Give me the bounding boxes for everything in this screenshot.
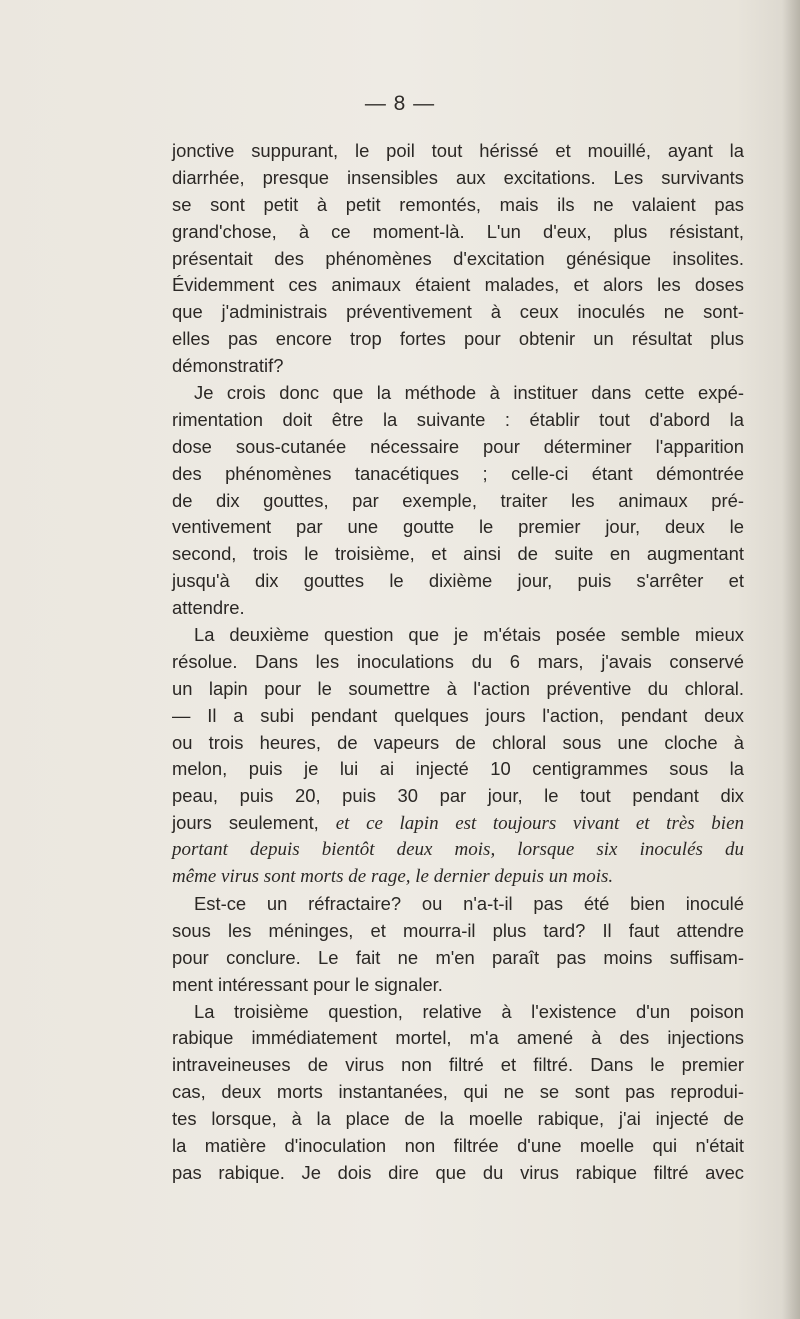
italic-text-line: portant depuis bientôt deux mois, lorsque six inoculés du (172, 839, 744, 861)
text-line: se sont petit à petit remontés, mais ils ne valaient pas (172, 193, 744, 215)
text-line: grand'chose, à ce moment-là. L'un d'eux, plus résistant, (172, 220, 744, 242)
text-line: sous les méninges, et mourra-il plus tard? Il faut attendre (172, 919, 744, 941)
text-line: diarrhée, presque insensibles aux excitations. Les survivants (172, 166, 744, 188)
text-line: rabique immédiatement mortel, m'a amené à des injections (172, 1027, 744, 1049)
text-line: — Il a subi pendant quelques jours l'action, pendant deux (172, 704, 744, 726)
text-line: la matière d'inoculation non filtrée d'une moelle qui n'était (172, 1134, 744, 1156)
text-line: jonctive suppurant, le poil tout hérissé et mouillé, ayant la (172, 140, 744, 161)
body-text (172, 138, 744, 1187)
text-line: que j'administrais préventivement à ceux inoculés ne sont- (172, 301, 744, 323)
text-line: des phénomènes tanacétiques ; celle-ci étant démontrée (172, 462, 744, 484)
text-line: ment intéressant pour le signaler. (172, 973, 443, 995)
text-line: démonstratif? (172, 355, 284, 377)
text-line: de dix gouttes, par exemple, traiter les animaux pré- (172, 489, 744, 511)
text-line: intraveineuses de virus non filtré et filtré. Dans le premier (172, 1054, 744, 1076)
text-line: Évidemment ces animaux étaient malades, et alors les doses (172, 274, 744, 296)
italic-text-line: même virus sont morts de rage, le dernier depuis un mois. (172, 866, 614, 888)
text-line: ou trois heures, de vapeurs de chloral sous une cloche à (172, 731, 744, 753)
page-edge-shadow (782, 0, 800, 1319)
text-line: melon, puis je lui ai injecté 10 centigrammes sous la (172, 758, 744, 780)
text-line: résolue. Dans les inoculations du 6 mars, j'avais conservé (172, 650, 744, 672)
text-line: La deuxième question que je m'étais posée semble mieux (194, 624, 744, 646)
text-line: jusqu'à dix gouttes le dixième jour, puis s'arrêter et (172, 570, 744, 592)
paragraph-3 (172, 622, 744, 891)
paragraph-5 (172, 999, 744, 1187)
text-line: un lapin pour le soumettre à l'action préventive du chloral. (172, 677, 744, 699)
text-line: présentait des phénomènes d'excitation génésique insolites. (172, 247, 744, 269)
page-number: — 8 — (364, 92, 436, 115)
italic-segment: et ce lapin est toujours vivant et très bien (335, 813, 744, 835)
paragraph-4 (172, 891, 744, 999)
text-line: ventivement par une goutte le premier jour, deux le (172, 516, 744, 538)
text-line: La troisième question, relative à l'existence d'un poison (194, 1000, 744, 1022)
text-line: Est-ce un réfractaire? ou n'a-t-il pas été bien inoculé (194, 892, 744, 914)
text-line: pas rabique. Je dois dire que du virus rabique filtré avec (172, 1161, 744, 1183)
paragraph-1 (172, 138, 744, 380)
text-line: elles pas encore trop fortes pour obtenir un résultat plus (172, 328, 744, 350)
text-line: peau, puis 20, puis 30 par jour, le tout pendant dix (172, 785, 744, 807)
paragraph-2 (172, 380, 744, 622)
text-line: dose sous-cutanée nécessaire pour déterminer l'apparition (172, 435, 744, 457)
text-line: attendre. (172, 597, 245, 619)
text-line: tes lorsque, à la place de la moelle rabique, j'ai injecté de (172, 1108, 744, 1130)
text-line: rimentation doit être la suivante : établir tout d'abord la (172, 408, 744, 430)
text-line: Je crois donc que la méthode à instituer dans cette expé- (194, 382, 744, 404)
text-line: second, trois le troisième, et ainsi de suite en augmentant (172, 543, 744, 565)
roman-segment: jours seulement, (172, 812, 336, 834)
text-line: cas, deux morts instantanées, qui ne se sont pas reprodui- (172, 1081, 744, 1103)
text-line: pour conclure. Le fait ne m'en paraît pas moins suffisam- (172, 946, 744, 968)
text-line-mixed (172, 810, 744, 837)
